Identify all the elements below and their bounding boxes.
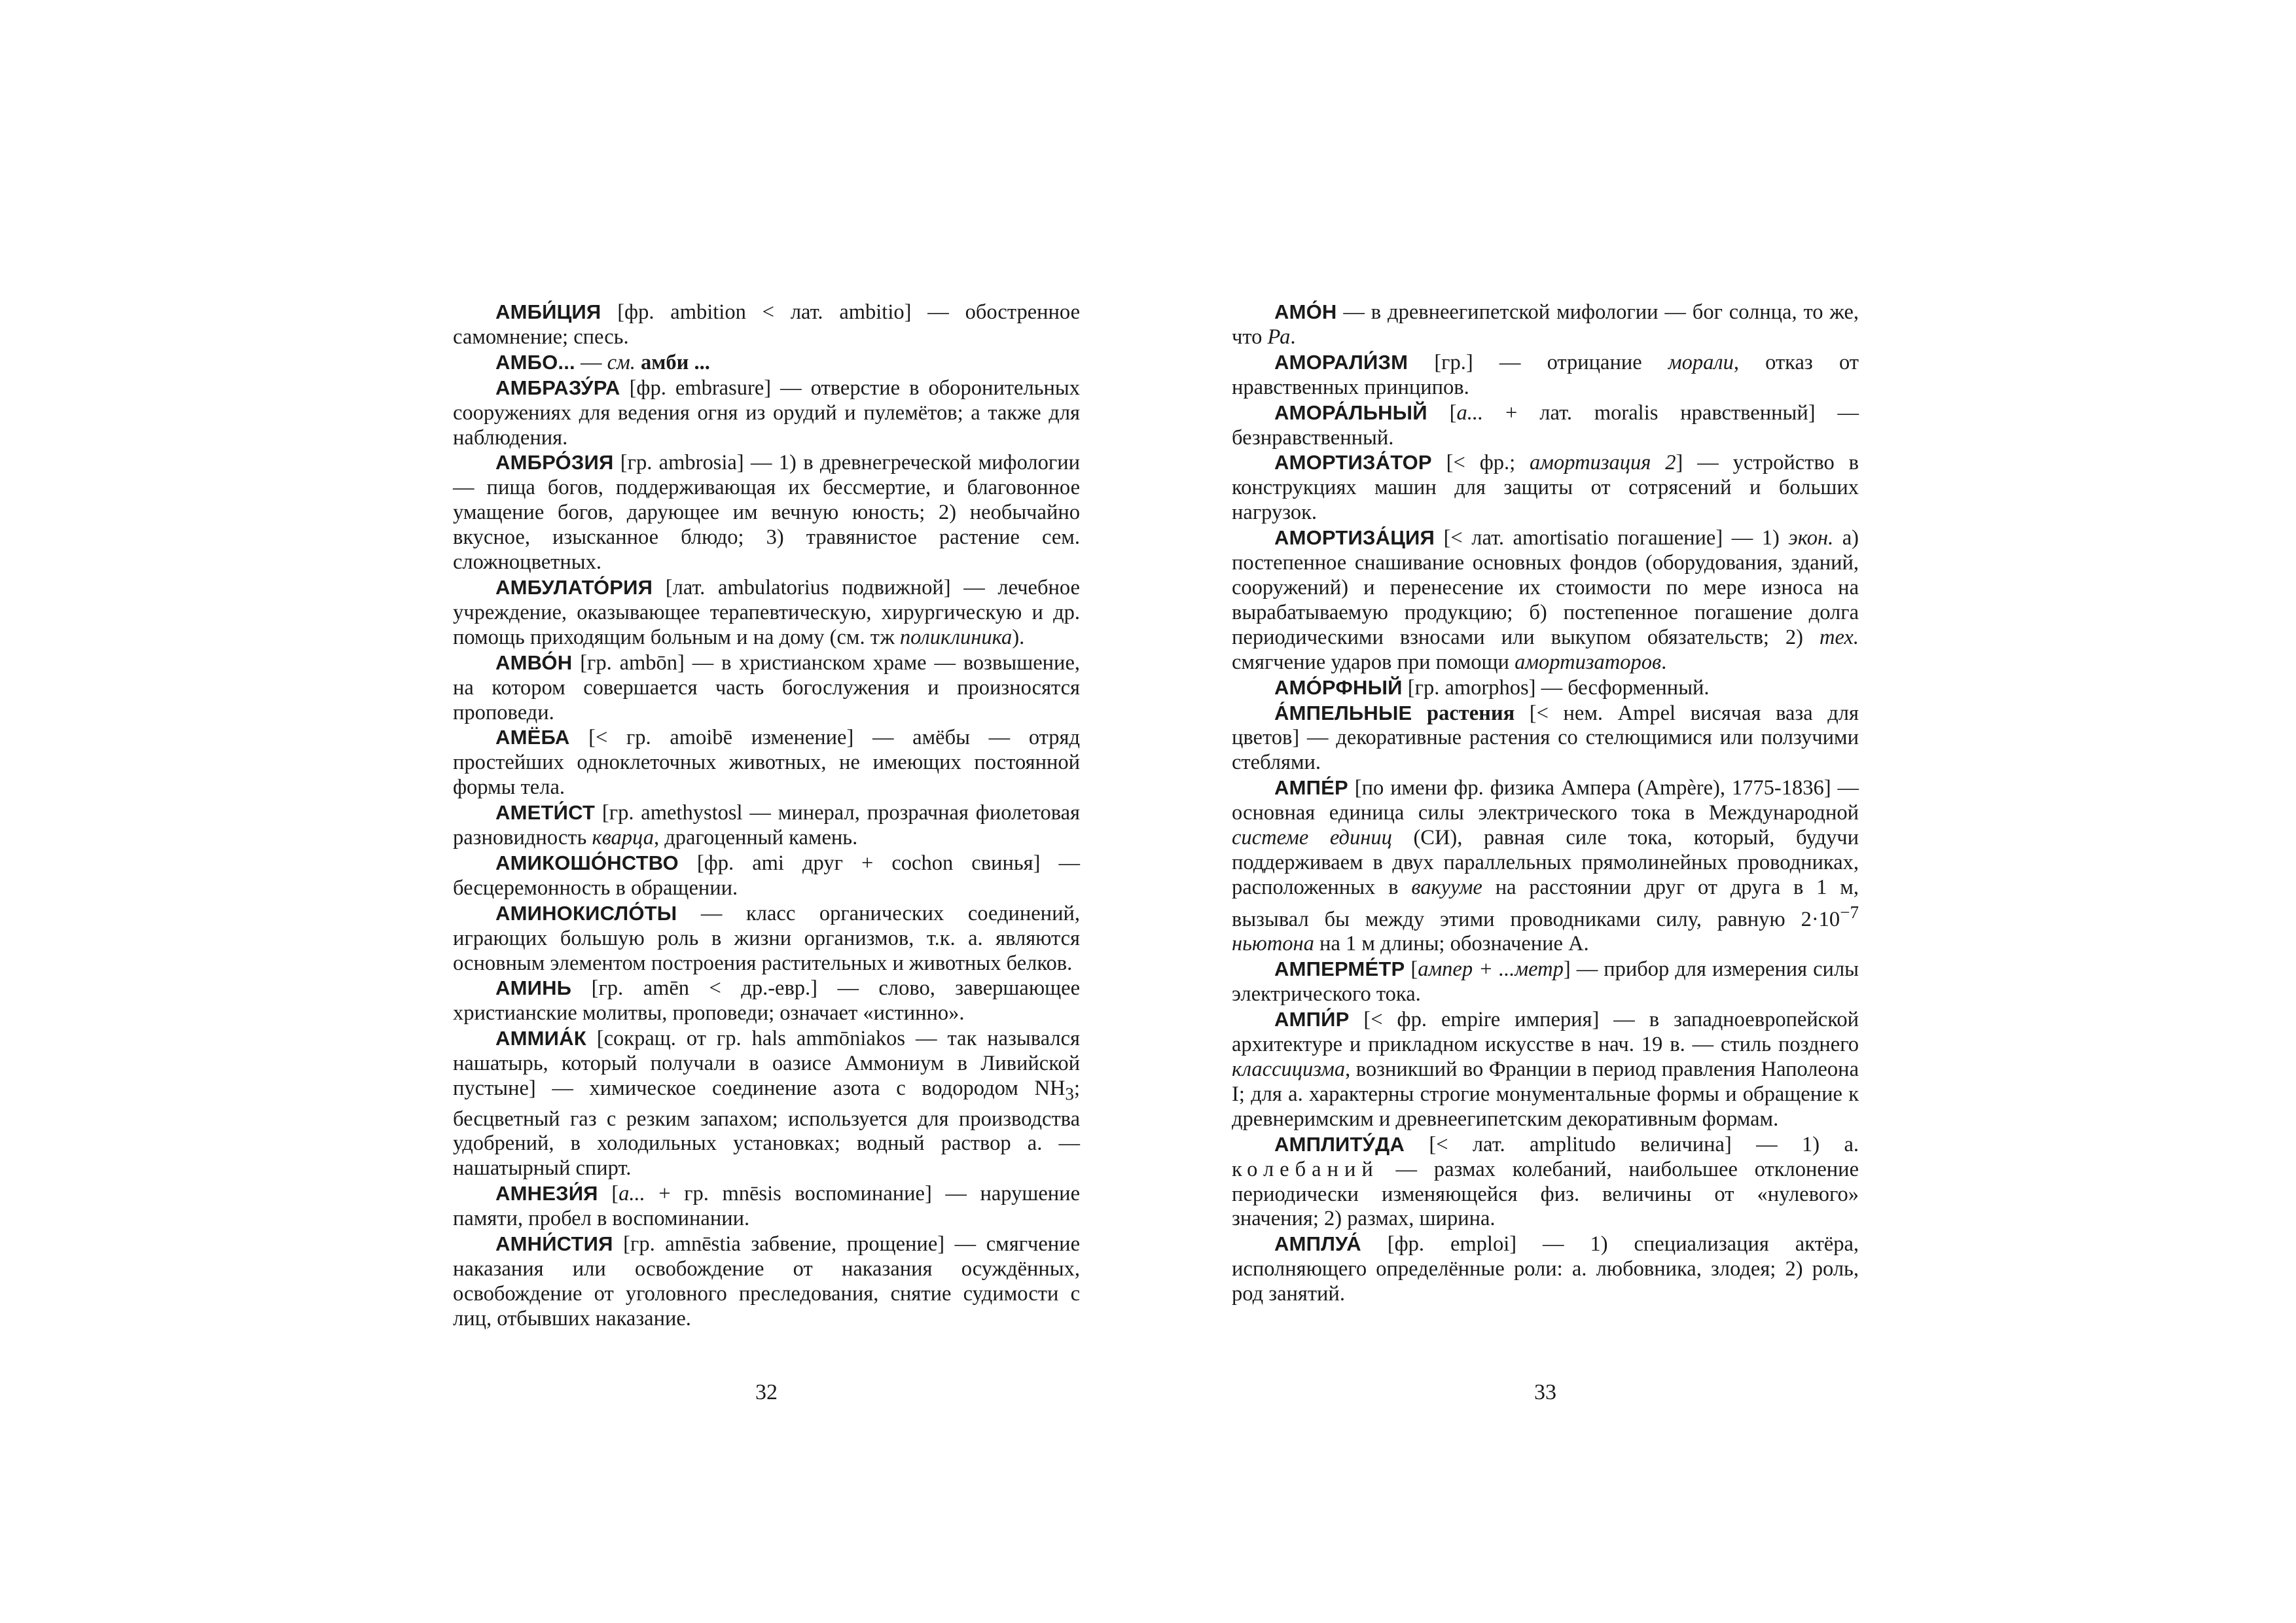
definition: [ [598,1182,619,1206]
definition: [< лат. amortisatio погашение] — 1) [1435,526,1789,550]
definition: [гр. amēn < др.-евр.] — слово, завершающее христианские молитвы, проповеди; означает «истинно». [453,976,1080,1026]
entry-ambrozia [453,450,1080,575]
definition: на расстоянии друг от друга в 1 м, вызывал бы между этими проводниками силу, равную 2·10 [1232,875,1859,931]
entry-ambition [453,300,1080,350]
headword: АМБРО́ЗИЯ [495,451,614,474]
headword-part: растения [1412,701,1515,725]
definition: ] — устройство в конструкциях машин для защиты от сотрясений и больших нагрузок. [1232,451,1859,525]
definition: . [1290,325,1296,349]
definition: [по имени фр. физика Ампера (Ampère), 1775-1836] — основная единица силы электрического тока в Международной [1232,776,1859,825]
exponent: −7 [1840,902,1859,922]
definition: [< нем. Ampel висячая ваза для цветов] — декоративные растения со стелющимися или ползучими стеблями. [1232,701,1859,775]
headword: АМОРАЛИ́ЗМ [1274,350,1408,374]
entry-ametist [453,800,1080,851]
headword: АМЕТИ́СТ [495,801,596,825]
definition: [гр. ambrosia] — 1) в древнегреческой мифологии — пища богов, поддерживающая их бессмертие, и благовонное умащение богов, дарующее им вечную юность; 2) необычайно вкусное, изысканное блюдо; 3) травянистое растение сем. сложноцветных. [453,451,1080,575]
definition: [< гр. amoibē изменение] — амёбы — отряд простейших одноклеточных животных, не имеющих постоянной формы тела. [453,726,1080,800]
definition: — в древнеегипетской мифологии — бог солнца, то же, что [1232,300,1859,349]
cross-ref: поликлиника [899,625,1013,649]
definition: [гр. ambōn] — в христианском храме — возвышение, на котором совершается часть богослужения и произносятся проповеди. [453,651,1080,724]
entry-ampelnye [1232,701,1859,776]
entry-amvon [453,651,1080,726]
cross-ref: ампер + ...метр [1418,957,1564,982]
definition: [ [1427,401,1457,425]
entry-ampermetr [1232,957,1859,1007]
cross-ref: вакууме [1411,875,1482,899]
page-number-left: 32 [755,1380,778,1404]
entry-amnezia [453,1181,1080,1232]
definition: (СИ), равная силе тока, который, будучи поддерживаем в двух параллельных прямолинейных проводниках, расположенных в [1232,826,1859,899]
cross-ref: а... [619,1182,645,1206]
cross-ref-target: амби ... [641,350,710,374]
definition: [сокращ. от гр. hals ammōniakos — так назывался нашатырь, который получали в оазисе Аммониум в Ливийской пустыне] — химическое соединение азота с водородом NH [453,1027,1080,1101]
entry-amoralizm [1232,350,1859,401]
entry-amnistia [453,1232,1080,1332]
definition: , возникший во Франции в период правления Наполеона I; для а. характерны строгие монументальные формы и обращение к древнеримским и древнеегипетским декоративным формам. [1232,1058,1859,1131]
definition: [гр. amethystosl — минерал, прозрачная фиолетовая разновидность [453,801,1080,850]
headword: АМПЕРМЕ́ТР [1274,957,1405,981]
definition: — класс органических соединений, играющих большую роль в жизни организмов, т.к. а. являются основным элементом построения растительных и животных белков. [453,901,1080,975]
headword: АММИА́К [495,1027,586,1050]
headword: АМБИ́ЦИЯ [495,300,601,323]
headword: АМО́РФНЫЙ [1274,675,1403,699]
cross-ref: морали [1668,350,1734,374]
entry-amon [1232,300,1859,350]
right-page [1232,300,1859,1307]
definition: [ [1405,957,1418,982]
headword: АМИКОШО́НСТВО [495,851,679,874]
headword: АМПЕ́Р [1274,776,1348,800]
definition: + гр. mnēsis воспоминание] — нарушение памяти, пробел в воспоминании. [453,1182,1080,1231]
headword: АМО́Н [1274,300,1337,323]
entry-amoralny [1232,401,1859,451]
entry-ampir [1232,1007,1859,1132]
domain-label: тех. [1819,625,1859,649]
headword: АМНЕЗИ́Я [495,1182,598,1205]
headword: АМПИ́Р [1274,1008,1350,1031]
headword: АМОРТИЗА́ТОР [1274,451,1432,474]
definition: а) постепенное снашивание основных фондов (оборудования, зданий, сооружений) и перенесение их стоимости по мере износа на вырабатываемую продукцию; б) постепенное погашение долга периодическими взносами или выкупом обязательств; 2) [1232,526,1859,649]
headword: АМБУЛАТО́РИЯ [495,575,653,599]
entry-amin [453,976,1080,1026]
definition: [гр. amorphos] — бесформенный. [1402,675,1710,700]
entry-ameba [453,725,1080,800]
cross-ref: системе единиц [1232,826,1392,850]
entry-ambrazura [453,376,1080,451]
definition: [гр.] — отрицание [1408,350,1668,374]
cross-ref: кварца [592,826,654,850]
headword: АМОРА́ЛЬНЫЙ [1274,401,1427,424]
definition: ; бесцветный газ с резким запахом; используется для производства удобрений, в холодильных установках; водный раствор а. — нашатырный спирт. [453,1077,1080,1181]
definition [636,351,641,374]
headword: АМБРАЗУ́РА [495,376,620,399]
definition: [фр. ambition < лат. ambitio] — обостренное самомнение; спесь. [453,300,1080,349]
cross-ref: амортизаторов [1515,650,1662,674]
headword: АМБО... [495,350,575,374]
definition: , драгоценный камень. [653,826,858,850]
definition: на 1 м длины; обозначение А. [1314,932,1589,956]
formula-subscript: 3 [1065,1084,1074,1104]
headword: АМНИ́СТИЯ [495,1232,613,1256]
headword: АМВО́Н [495,651,573,674]
definition: смягчение ударов при помощи [1232,650,1515,674]
definition: ] — прибор для измерения силы электрического тока. [1232,957,1859,1007]
definition: [фр. ami друг + cochon свинья] — бесцеремонность в обращении. [453,851,1080,900]
entry-amorfny [1232,675,1859,701]
cross-ref: а... [1456,401,1484,425]
cross-ref: Ра [1267,325,1291,349]
definition: [фр. emploi] — 1) специализация актёра, исполняющего определённые роли: а. любовника, злодея; 2) роль, род занятий. [1232,1232,1859,1306]
headword: АМПЛУА́ [1274,1232,1361,1256]
cross-ref: амортизация 2 [1530,451,1676,475]
headword: АМПЛИТУ́ДА [1274,1132,1405,1156]
entry-amplituda [1232,1132,1859,1232]
headword: АМИНЬ [495,976,572,1000]
headword: А́МПЕЛЬНЫЕ [1274,701,1412,724]
page-number-right: 33 [1534,1380,1556,1404]
definition: , отказ от нравственных принципов. [1232,350,1859,399]
definition: [лат. ambulatorius подвижной] — лечебное учреждение, оказывающее терапевтическую, хирургическую и др. помощь приходящим больным и на дому (см. тж [453,575,1080,649]
definition: [< фр. empire империя] — в западноевропейской архитектуре и прикладном искусстве в нач. 19 в. — стиль позднего [1232,1008,1859,1057]
entry-ambulatoria [453,575,1080,651]
entry-aminokisloty [453,901,1080,976]
left-page [453,300,1080,1332]
domain-label: экон. [1788,526,1834,550]
cross-ref: ньютона [1232,932,1314,956]
entry-amikoshonstvo [453,851,1080,901]
definition: — [575,350,607,374]
headword: АМЁБА [495,726,570,749]
definition: [гр. amnēstia забвение, прощение] — смягчение наказания или освобождение от наказания осуждённых, освобождение от уголовного преследования, снятие судимости с лиц, отбывших наказание. [453,1232,1080,1330]
entry-amortizatsia [1232,526,1859,675]
headword: АМИНОКИСЛО́ТЫ [495,901,677,925]
entry-amplua [1232,1232,1859,1307]
definition: [< лат. amplitudo величина] — 1) а. [1405,1132,1859,1156]
definition: [< фр.; [1431,451,1530,475]
definition: . [1661,650,1667,674]
definition: + лат. moralis нравственный] — безнравственный. [1232,401,1859,450]
headword: АМОРТИЗА́ЦИЯ [1274,526,1435,550]
entry-ammiak [453,1026,1080,1181]
definition: [фр. embrasure] — отверстие в оборонительных сооружениях для ведения огня из орудий и пулемётов; а также для наблюдения. [453,376,1080,450]
entry-amortizator [1232,450,1859,526]
definition: — размах колебаний, наибольшее отклонение периодически изменяющейся физ. величины от «нулевого» значения; 2) размах, ширина. [1232,1157,1859,1231]
spaced-term: колебаний [1232,1157,1379,1181]
cross-ref-label: см. [607,350,636,374]
entry-amper [1232,776,1859,957]
definition: ). [1012,625,1025,649]
entry-ambo [453,350,1080,376]
cross-ref: классицизма [1232,1058,1346,1082]
